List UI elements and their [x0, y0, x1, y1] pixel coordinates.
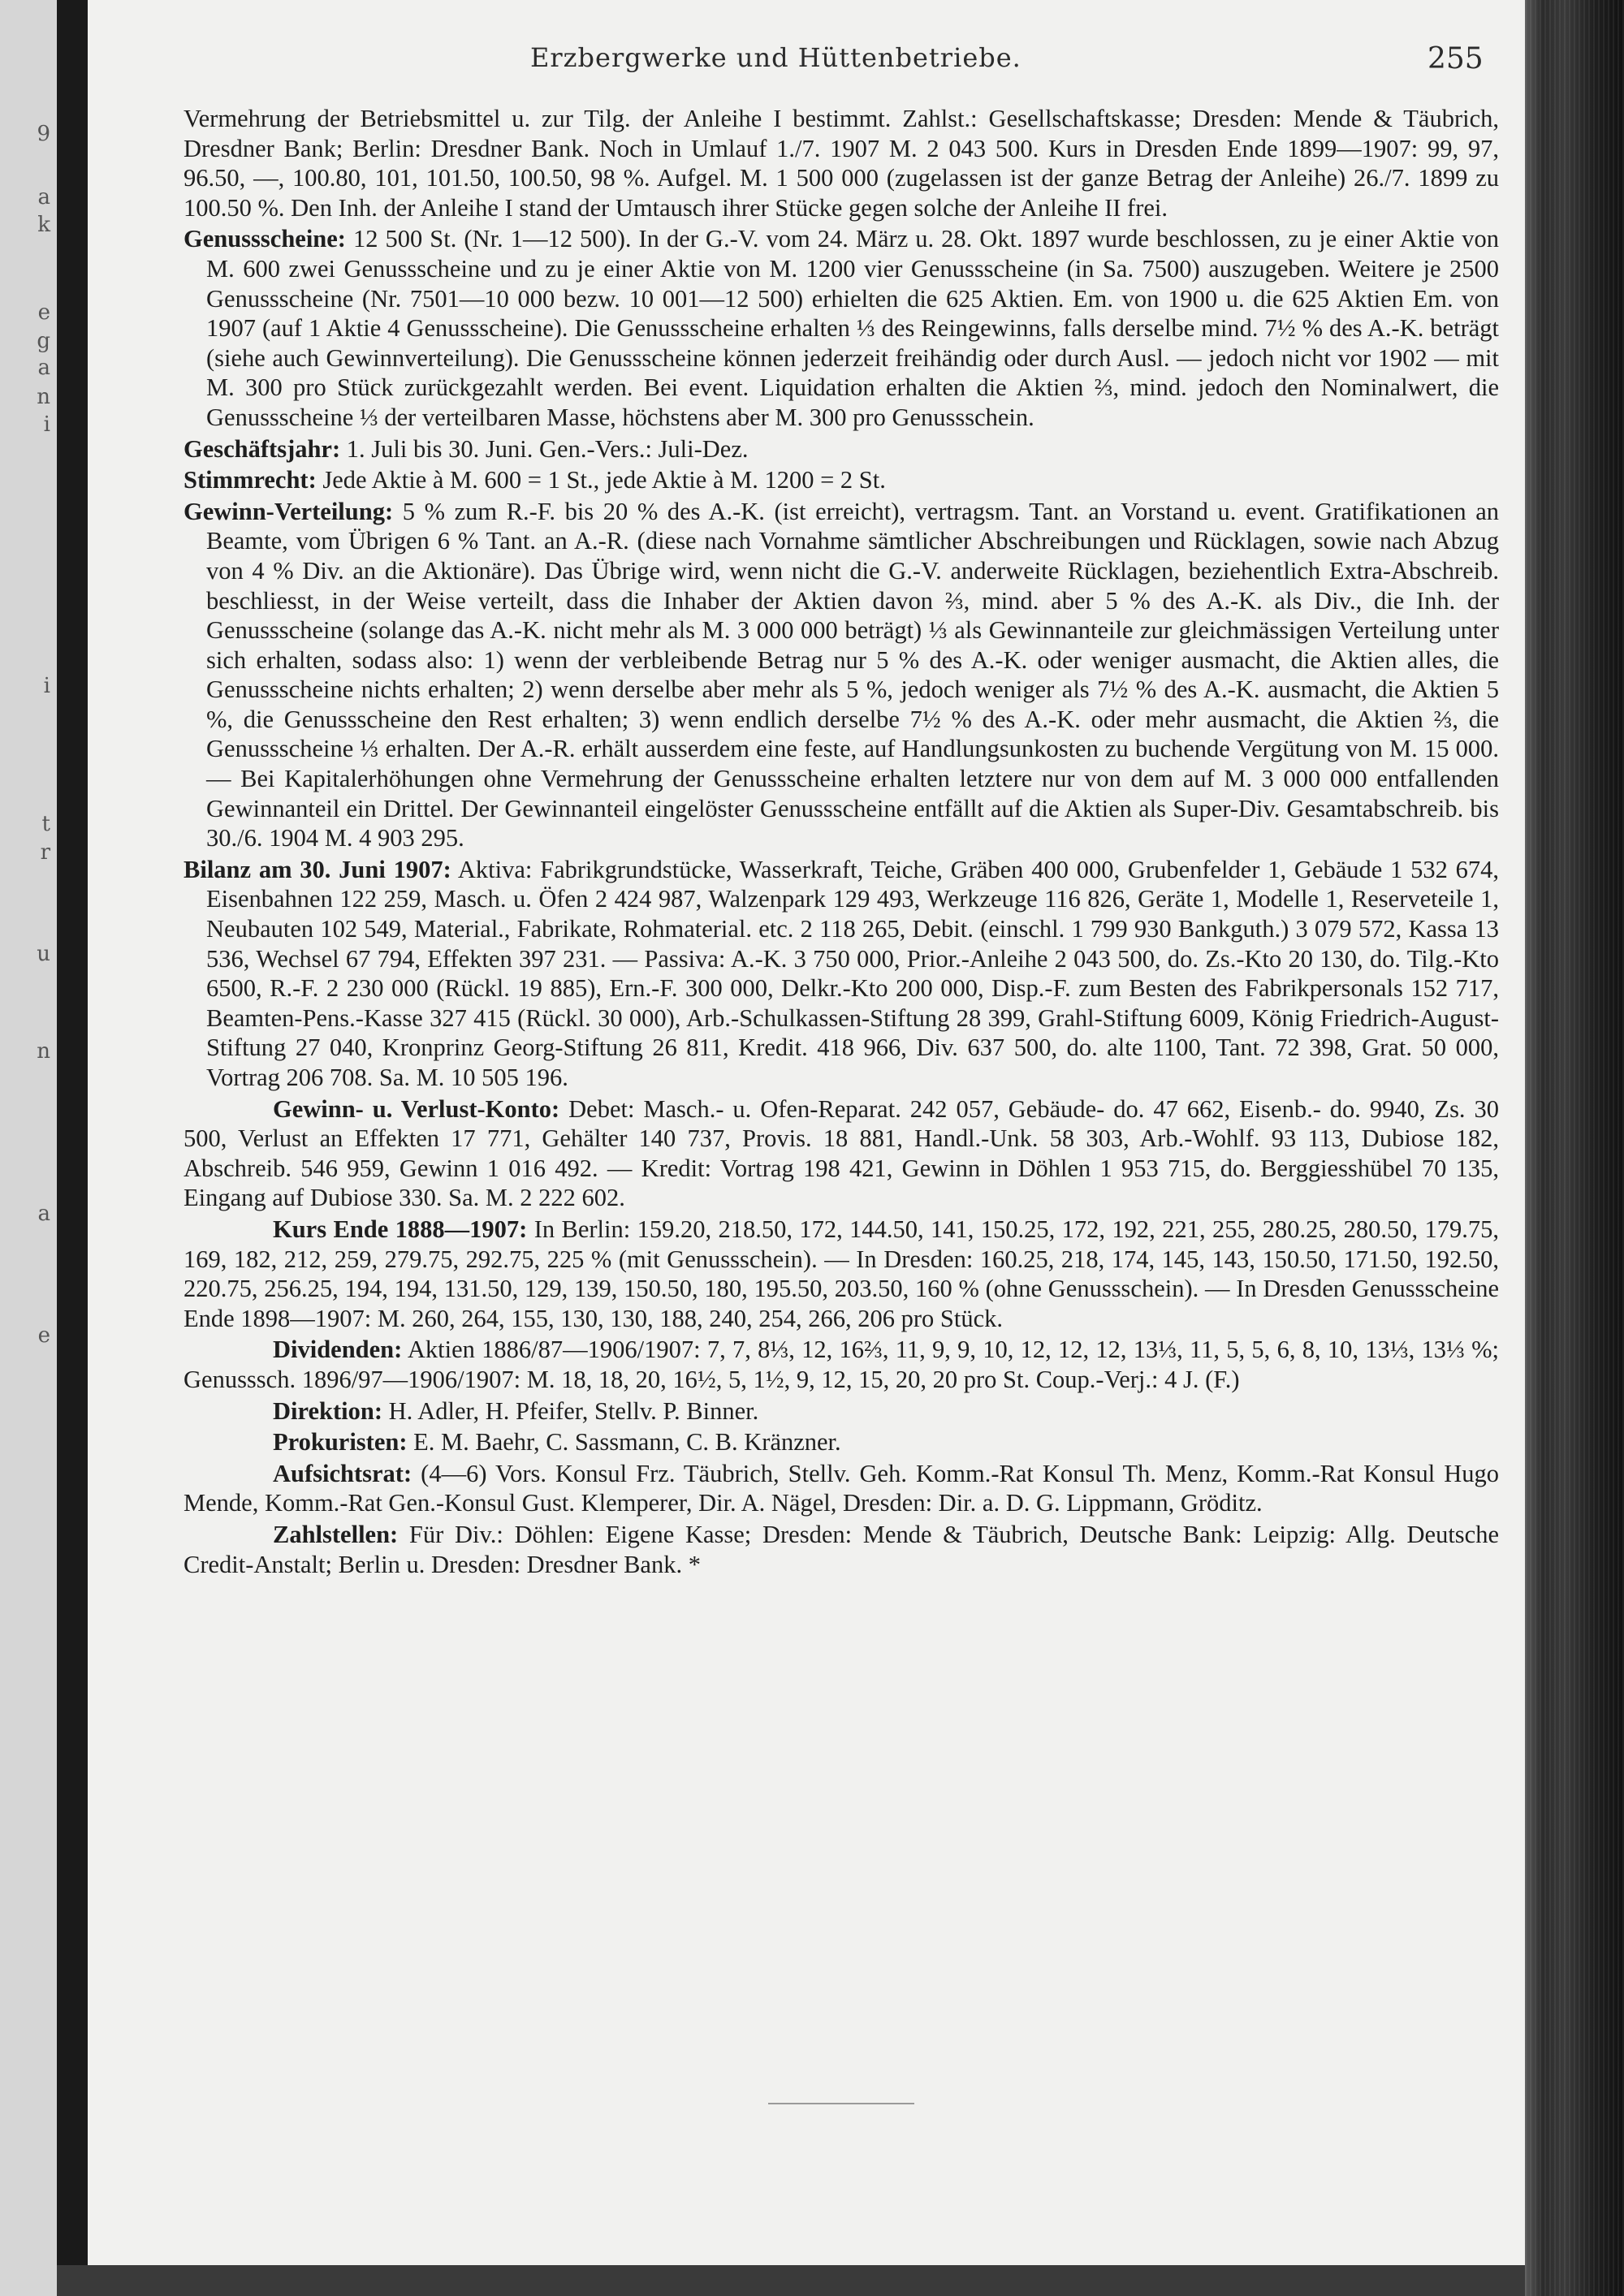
paragraph-label: Gewinn-Verteilung:: [184, 497, 394, 525]
margin-fragment: u: [37, 942, 50, 966]
paragraph-aufsichtsrat: [184, 1459, 1499, 1518]
paragraph-text: In Berlin: 159.20, 218.50, 172, 144.50, 141, 150.25, 172, 192, 221, 255, 280.25, 280.50, 179.75, 169, 182, 212, 259, 279.75, 292.75, 225 % (mit Genussschein). — In Dresden: 160.25, 218, 174, 145, 143, 150.50, 171.50, 192.50, 220.75, 256.25, 194, 194, 131.50, 129, 139, 150.50, 180, 195.50, 203.50, 160 % (ohne Genussschein). — In Dresden Genussscheine Ende 1898—1907: M. 260, 264, 155, 130, 130, 188, 240, 254, 266, 206 pro Stück.: [184, 1215, 1499, 1332]
margin-fragment: g: [37, 329, 50, 353]
paragraph-stimmrecht: [184, 465, 1499, 495]
paragraph-label: Bilanz am 30. Juni 1907:: [184, 855, 451, 883]
margin-fragment: 9: [37, 122, 50, 146]
paragraph-text: Aktien 1886/87—1906/1907: 7, 7, 8⅓, 12, 16⅔, 11, 9, 9, 10, 12, 12, 12, 13⅓, 11, 5, 5, 6, 8, 10, 13⅓, 13⅓ %; Genusssch. 1896/97—1906/1907: M. 18, 18, 20, 16½, 5, 1½, 9, 12, 15, 20, 20 pro St. Coup.-Verj.: 4 J. (F.): [184, 1336, 1499, 1393]
paragraph-prokuristen: [184, 1427, 1499, 1457]
margin-fragment: r: [40, 840, 50, 865]
paragraph-label: Genussscheine:: [184, 225, 346, 253]
margin-fragment: e: [37, 300, 50, 325]
paragraph-label: Aufsichtsrat:: [273, 1459, 412, 1487]
binding-gutter: [57, 0, 88, 2296]
page-number: 255: [1427, 42, 1484, 76]
paragraph-label: Kurs Ende 1888—1907:: [273, 1215, 528, 1243]
paragraph-label: Stimmrecht:: [184, 466, 317, 494]
paragraph-bilanz: [184, 855, 1499, 1093]
margin-fragment: i: [43, 674, 50, 698]
paragraph-label: Geschäftsjahr:: [184, 434, 341, 463]
margin-fragment: i: [43, 412, 50, 437]
paragraph-text: Jede Aktie à M. 600 = 1 St., jede Aktie à M. 1200 = 2 St.: [322, 466, 886, 494]
end-separator-rule: [768, 2103, 914, 2104]
paragraph-text: 1. Juli bis 30. Juni. Gen.-Vers.: Juli-Dez.: [346, 434, 749, 463]
running-head: Erzbergwerke und Hüttenbetriebe.: [530, 42, 1021, 73]
paragraph-text: Für Div.: Döhlen: Eigene Kasse; Dresden: Mende & Täubrich, Deutsche Bank: Leipzig: Allg. Deutsche Credit-Anstalt; Berlin u. Dresden: Dresdner Bank. *: [184, 1520, 1500, 1578]
left-page-edge: [0, 0, 57, 2296]
paragraph-continuation: [184, 104, 1499, 222]
paragraph-text: 5 % zum R.-F. bis 20 % des A.-K. (ist erreicht), vertragsm. Tant. an Vorstand u. event. Gratifikationen an Beamte, vom Übrigen 6 % Tant. an A.-R. (diese nach Vornahme sämtlicher Abschreibungen und Rücklagen, sowie nach Abzug von 4 % Div. an die Aktionäre). Das Übrige wird, wenn nicht die G.-V. anderweite Rücklagen, beziehentlich Extra-Abschreib. beschliesst, in der Weise verteilt, dass die Inhaber der Aktien davon ⅔, mind. aber 5 % des A.-K. als Div., die Inh. der Genussscheine (solange das A.-K. nicht mehr als M. 3 000 000 beträgt) ⅓ als Gewinnanteile zur gleichmässigen Verteilung unter sich erhalten, sodass also: 1) wenn der verbleibende Betrag nur 5 % des A.-K. oder weniger ausmacht, die Aktien alles, die Genussscheine nichts erhalten; 2) wenn derselbe aber mehr als 5 %, jedoch weniger als 7½ % des A.-K. ausmacht, die Aktien 5 %, die Genussscheine den Rest erhalten; 3) wenn endlich derselbe 7½ % des A.-K. oder mehr ausmacht, die Aktien ⅔, die Genussscheine ⅓ erhalten. Der A.-R. erhält ausserdem eine feste, auf Handlungsunkosten zu buchende Vergütung von M. 15 000. — Bei Kapitalerhöhungen ohne Vermehrung der Genussscheine erhalten letztere nur von dem auf M. 3 000 000 entfallenden Gewinnanteil ein Drittel. Der Gewinnanteil eingelöster Genussscheine entfällt auf die Aktien als Super-Div. Gesamtabschreib. bis 30./6. 1904 M. 4 903 295.: [206, 497, 1499, 852]
paragraph-geschaeftsjahr: [184, 434, 1499, 464]
margin-fragment: a: [37, 1202, 50, 1226]
margin-fragment: n: [37, 385, 50, 409]
margin-fragment: a: [37, 185, 50, 209]
paragraph-zahlstellen: [184, 1520, 1499, 1579]
book-page: [88, 0, 1525, 2296]
paragraph-gewinn-verteilung: [184, 497, 1499, 853]
paragraph-dividenden: [184, 1335, 1499, 1394]
bottom-page-edge: [57, 2265, 1525, 2296]
paragraph-text: H. Adler, H. Pfeifer, Stellv. P. Binner.: [388, 1396, 759, 1425]
paragraph-direktion: [184, 1396, 1499, 1426]
margin-fragment: k: [37, 213, 50, 237]
margin-fragment: e: [37, 1323, 50, 1348]
paragraph-label: Zahlstellen:: [273, 1520, 399, 1548]
paragraph-gewinn-verlust: [184, 1094, 1499, 1213]
right-page-edges: [1525, 0, 1624, 2296]
margin-fragment: n: [37, 1039, 50, 1064]
margin-fragment: t: [41, 812, 50, 836]
paragraph-text: (4—6) Vors. Konsul Frz. Täubrich, Stellv. Geh. Komm.-Rat Konsul Th. Menz, Komm.-Rat Konsul Hugo Mende, Komm.-Rat Gen.-Konsul Gust. Klemperer, Dir. A. Nägel, Dresden: Dir. a. D. G. Lippmann, Gröditz.: [184, 1459, 1499, 1517]
paragraph-label: Dividenden:: [273, 1336, 403, 1364]
paragraph-text: Vermehrung der Betriebsmittel u. zur Tilg. der Anleihe I bestimmt. Zahlst.: Gesellschaftskasse; Dresden: Mende & Täubrich, Dresdner Bank; Berlin: Dresdner Bank. Noch in Umlauf 1./7. 1907 M. 2 043 500. Kurs in Dresden Ende 1899—1907: 99, 97, 96.50, —, 100.80, 101, 101.50, 100.50, 98 %. Aufgel. M. 1 500 000 (zugelassen ist der ganze Betrag der Anleihe) 26./7. 1899 zu 100.50 %. Den Inh. der Anleihe I stand der Umtausch ihrer Stücke gegen solche der Anleihe II frei.: [184, 105, 1499, 222]
paragraph-label: Prokuristen:: [273, 1428, 408, 1457]
paragraph-kurs: [184, 1215, 1499, 1333]
paragraph-text: Debet: Masch.- u. Ofen-Reparat. 242 057, Gebäude- do. 47 662, Eisenb.- do. 9940, Zs. 30 500, Verlust an Effekten 17 771, Gehälter 140 737, Provis. 18 881, Handl.-Unk. 58 303, Arb.-Wohlf. 93 113, Dubiose 182, Abschreib. 546 959, Gewinn 1 016 492. — Kredit: Vortrag 198 421, Gewinn in Döhlen 1 953 715, do. Berggiesshübel 70 135, Eingang auf Dubiose 330. Sa. M. 2 222 602.: [184, 1094, 1499, 1212]
paragraph-label: Direktion:: [273, 1396, 382, 1425]
paragraph-text: Aktiva: Fabrikgrundstücke, Wasserkraft, Teiche, Gräben 400 000, Grubenfelder 1, Gebäude 1 532 674, Eisenbahnen 122 259, Masch. u. Öfen 2 424 987, Walzenpark 129 493, Werkzeuge 116 826, Geräte 1, Modelle 1, Reserveteile 1, Neubauten 102 549, Material., Fabrikate, Rohmaterial. etc. 2 118 265, Debit. (einschl. 1 799 930 Bankguth.) 3 079 572, Kassa 13 536, Wechsel 67 794, Effekten 397 231. — Passiva: A.-K. 3 750 000, Prior.-Anleihe 2 043 500, do. Zs.-Kto 20 130, do. Tilg.-Kto 6500, R.-F. 2 230 000 (Rückl. 19 885), Ern.-F. 300 000, Delkr.-Kto 200 000, Disp.-F. zum Besten des Fabrikpersonals 152 717, Beamten-Pens.-Kasse 327 415 (Rückl. 30 000), Arb.-Schulkassen-Stiftung 28 399, Grahl-Stiftung 6009, König Friedrich-August-Stiftung 27 040, Kronprinz Georg-Stiftung 26 811, Kredit. 418 966, Div. 637 500, do. alte 1100, Tant. 72 398, Grat. 50 000, Vortrag 206 708. Sa. M. 10 505 196.: [206, 855, 1499, 1091]
paragraph-genussscheine: [184, 224, 1499, 432]
paragraph-text: 12 500 St. (Nr. 1—12 500). In der G.-V. vom 24. März u. 28. Okt. 1897 wurde beschlossen, zu je einer Aktie von M. 600 zwei Genussscheine und zu je einer Aktie von M. 1200 vier Genussscheine (in Sa. 7500) auszugeben. Weitere je 2500 Genussscheine (Nr. 7501—10 000 bezw. 10 001—12 500) erhielten die 625 Aktien. Em. von 1900 u. die 625 Aktien Em. von 1907 (auf 1 Aktie 4 Genussscheine). Die Genussscheine erhalten ⅓ des Reingewinns, falls derselbe mind. 7½ % des A.-K. beträgt (siehe auch Gewinnverteilung). Die Genussscheine können jederzeit freihändig oder durch Ausl. — jedoch nicht vor 1902 — mit M. 300 pro Stück zurückgezahlt werden. Bei event. Liquidation erhalten die Aktien ⅔, mind. jedoch den Nominalwert, die Genussscheine ⅓ der verteilbaren Masse, höchstens aber M. 300 pro Genussschein.: [206, 225, 1500, 431]
body-text: [184, 104, 1499, 1581]
paragraph-text: E. M. Baehr, C. Sassmann, C. B. Kränzner.: [413, 1428, 841, 1457]
margin-fragment: a: [37, 356, 50, 380]
paragraph-label: Gewinn- u. Verlust-Konto:: [273, 1094, 560, 1123]
